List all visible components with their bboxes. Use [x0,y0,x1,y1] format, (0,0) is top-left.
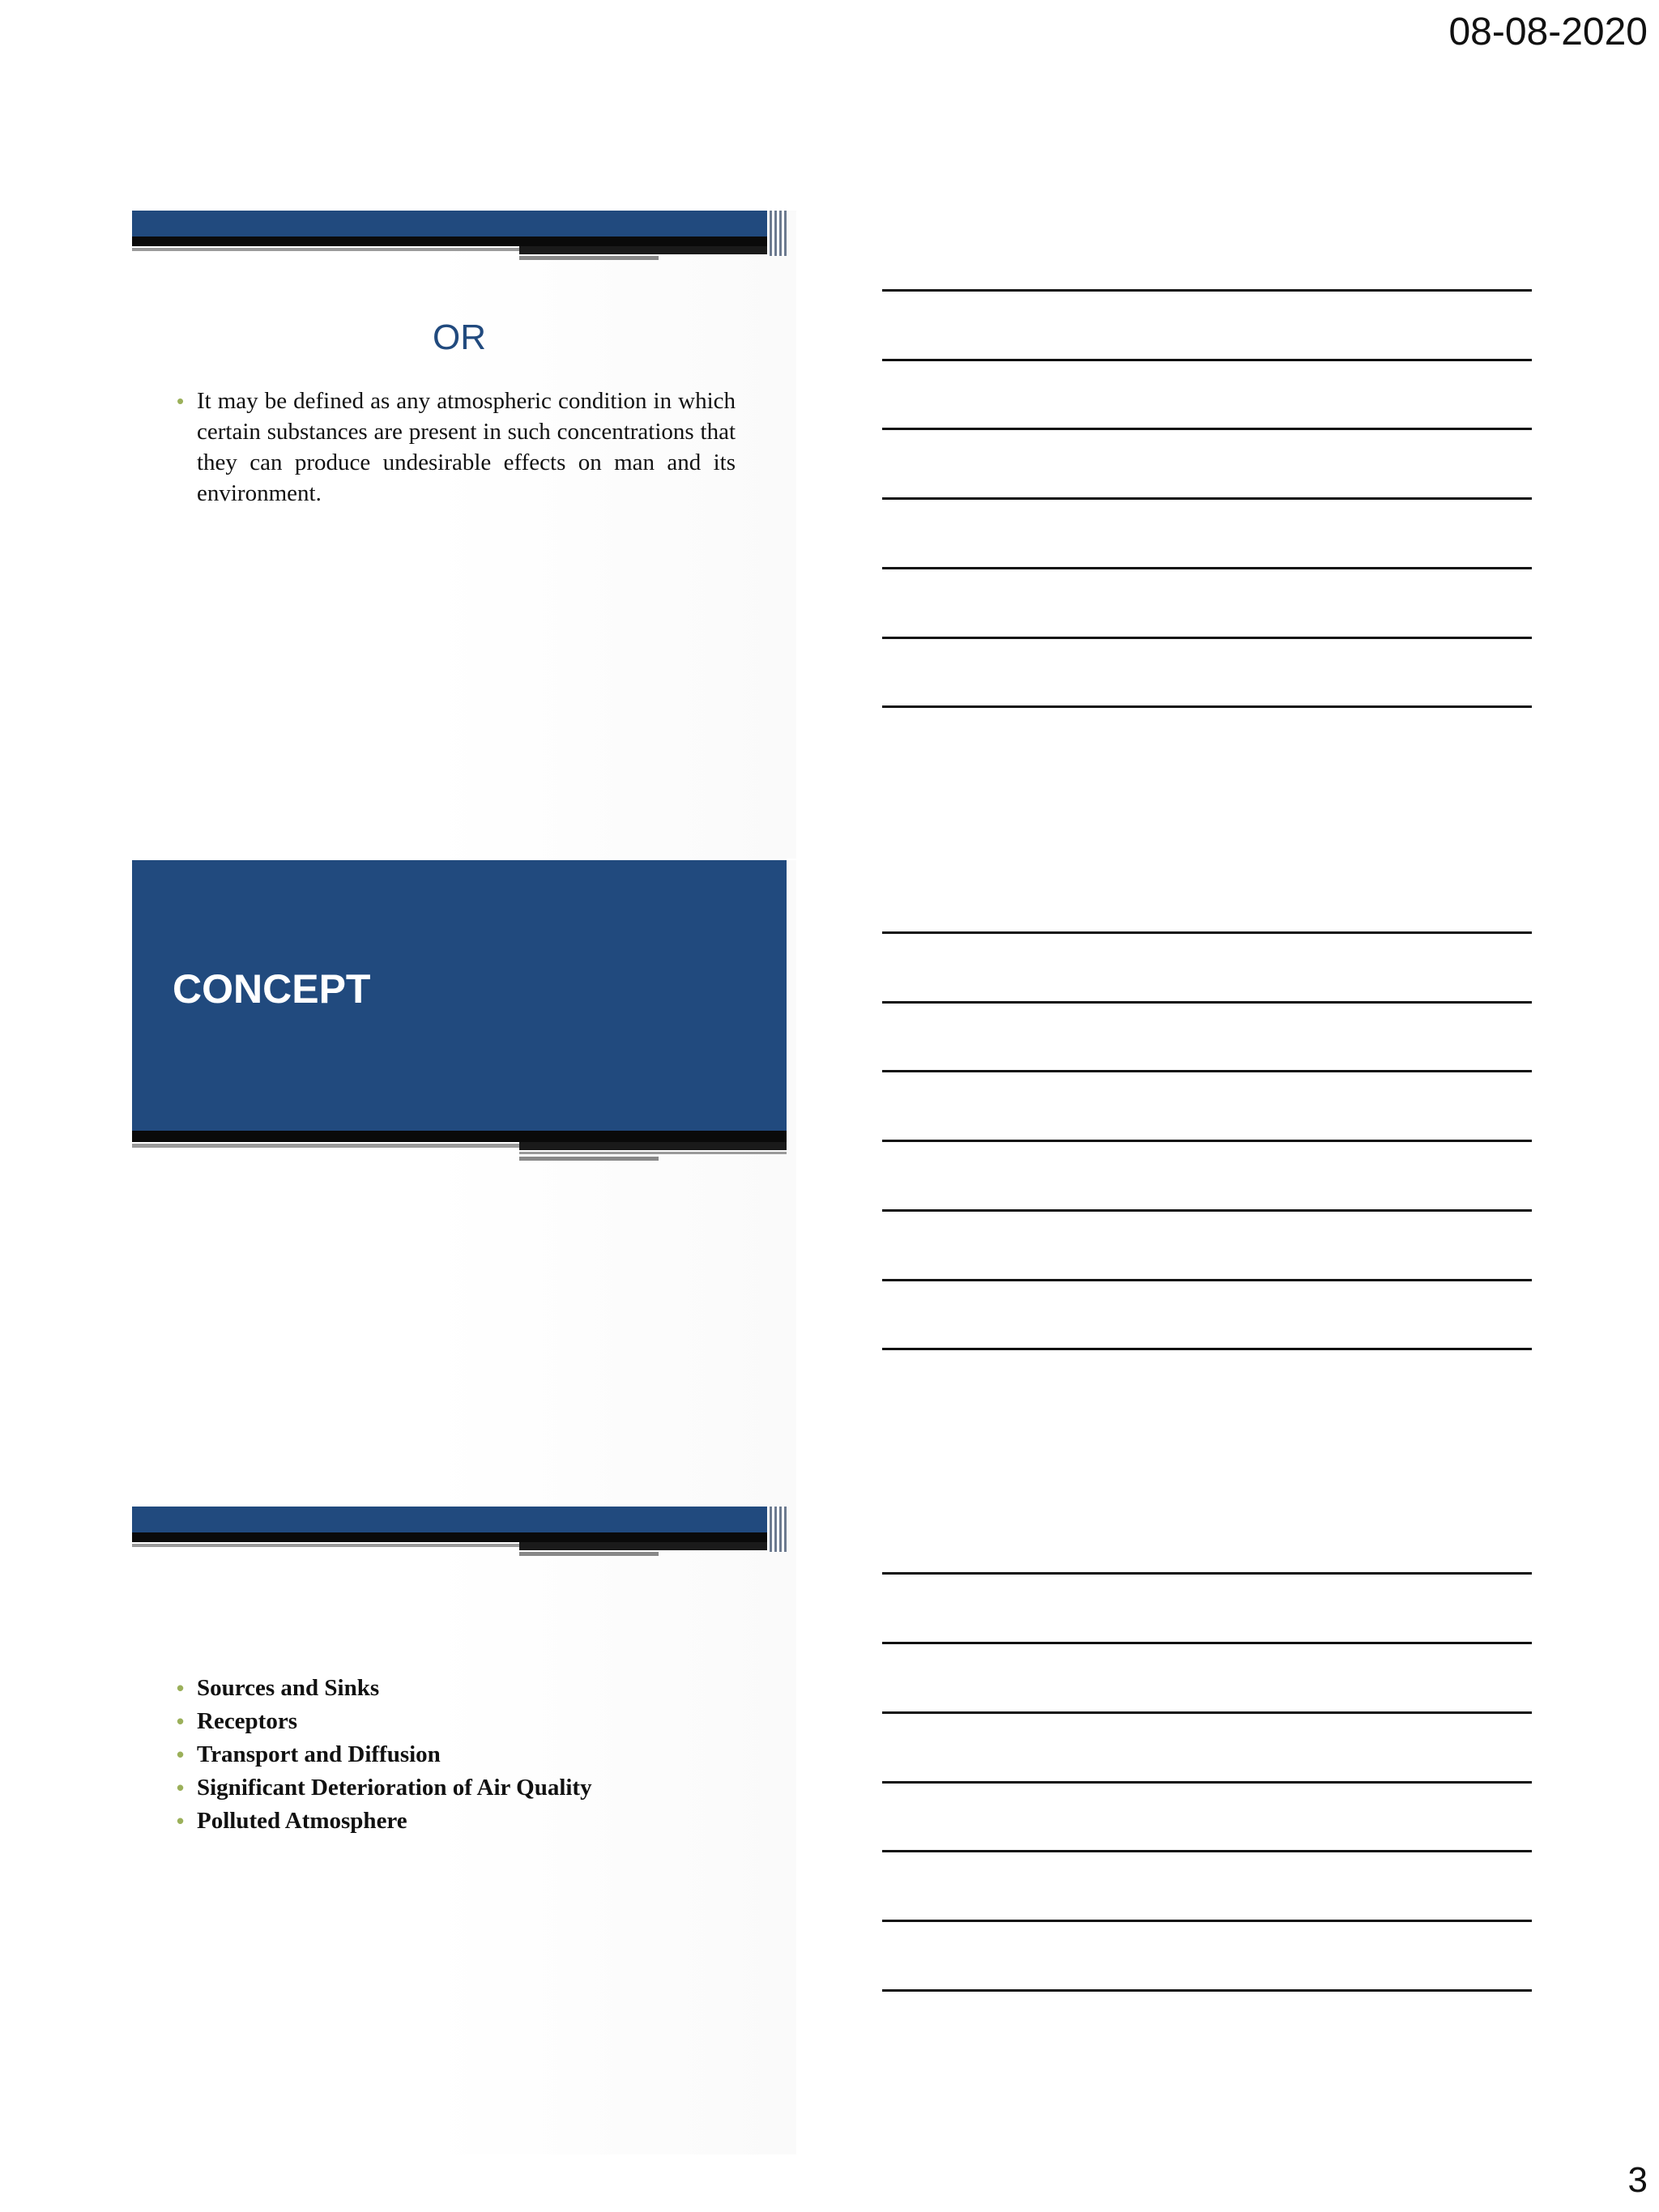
title-block-rule [132,1131,787,1142]
note-line [882,428,1532,430]
bullet-icon: • [177,1709,185,1733]
note-line [882,1989,1532,1992]
title-block-rule-grey [132,1144,519,1148]
note-line [882,567,1532,569]
list-item [177,386,736,509]
slide-title: OR [433,318,486,357]
slide-or [132,211,796,859]
list-item [177,1805,744,1838]
slide-header-stripes [767,211,787,256]
slide-concept [132,860,796,1508]
list-item [177,1738,744,1771]
note-line [882,1140,1532,1142]
note-line [882,1001,1532,1004]
bullet-text: Polluted Atmosphere [197,1808,407,1834]
title-block-rule-right-thin [519,1152,787,1154]
bullet-icon: • [177,389,185,413]
bullet-icon: • [177,1775,185,1800]
list-item [177,1771,744,1805]
note-line [882,637,1532,639]
note-line [882,1781,1532,1784]
bullet-text: Significant Deterioration of Air Quality [197,1775,592,1801]
note-line [882,1711,1532,1714]
slide-header-rule [132,1532,787,1542]
slide-header-stripes [767,1507,787,1552]
slide-title: CONCEPT [173,966,371,1012]
slide-header-band [132,211,787,237]
note-line [882,1279,1532,1281]
date-header: 08-08-2020 [1448,11,1648,53]
bullet-text: It may be defined as any atmospheric condition in which certain substances are present in such concentrations that they can produce undesirable effects on man and its environment. [197,388,736,506]
note-line [882,1348,1532,1350]
bullet-icon: • [177,1809,185,1833]
note-line [882,1920,1532,1922]
note-line [882,1850,1532,1852]
note-line [882,359,1532,361]
note-line [882,931,1532,934]
bullet-list [177,1672,744,1838]
page-number: 3 [1627,2160,1648,2200]
bullet-icon: • [177,1742,185,1767]
list-item [177,1672,744,1705]
slide-header-rule-grey [132,1544,519,1547]
note-line [882,1070,1532,1072]
slide-header-rule-right-grey [519,256,659,260]
note-line [882,289,1532,292]
bullet-text: Sources and Sinks [197,1675,380,1701]
slide-header-band [132,1507,787,1532]
title-block-rule-right-grey [519,1157,659,1161]
bullet-list [177,386,736,509]
slide-header-rule-right-grey [519,1552,659,1556]
note-line [882,1572,1532,1575]
slide-concept-list [132,1507,796,2154]
note-line [882,497,1532,500]
note-line [882,1209,1532,1212]
bullet-icon: • [177,1676,185,1700]
note-line [882,705,1532,708]
slide-header-rule-right [519,246,787,254]
list-item [177,1705,744,1738]
note-line [882,1642,1532,1644]
slide-header-rule [132,237,787,246]
slide-header-rule-right [519,1542,787,1550]
title-block-rule-right [519,1142,787,1150]
bullet-text: Transport and Diffusion [197,1741,441,1767]
slide-header-rule-grey [132,248,519,251]
bullet-text: Receptors [197,1708,298,1734]
